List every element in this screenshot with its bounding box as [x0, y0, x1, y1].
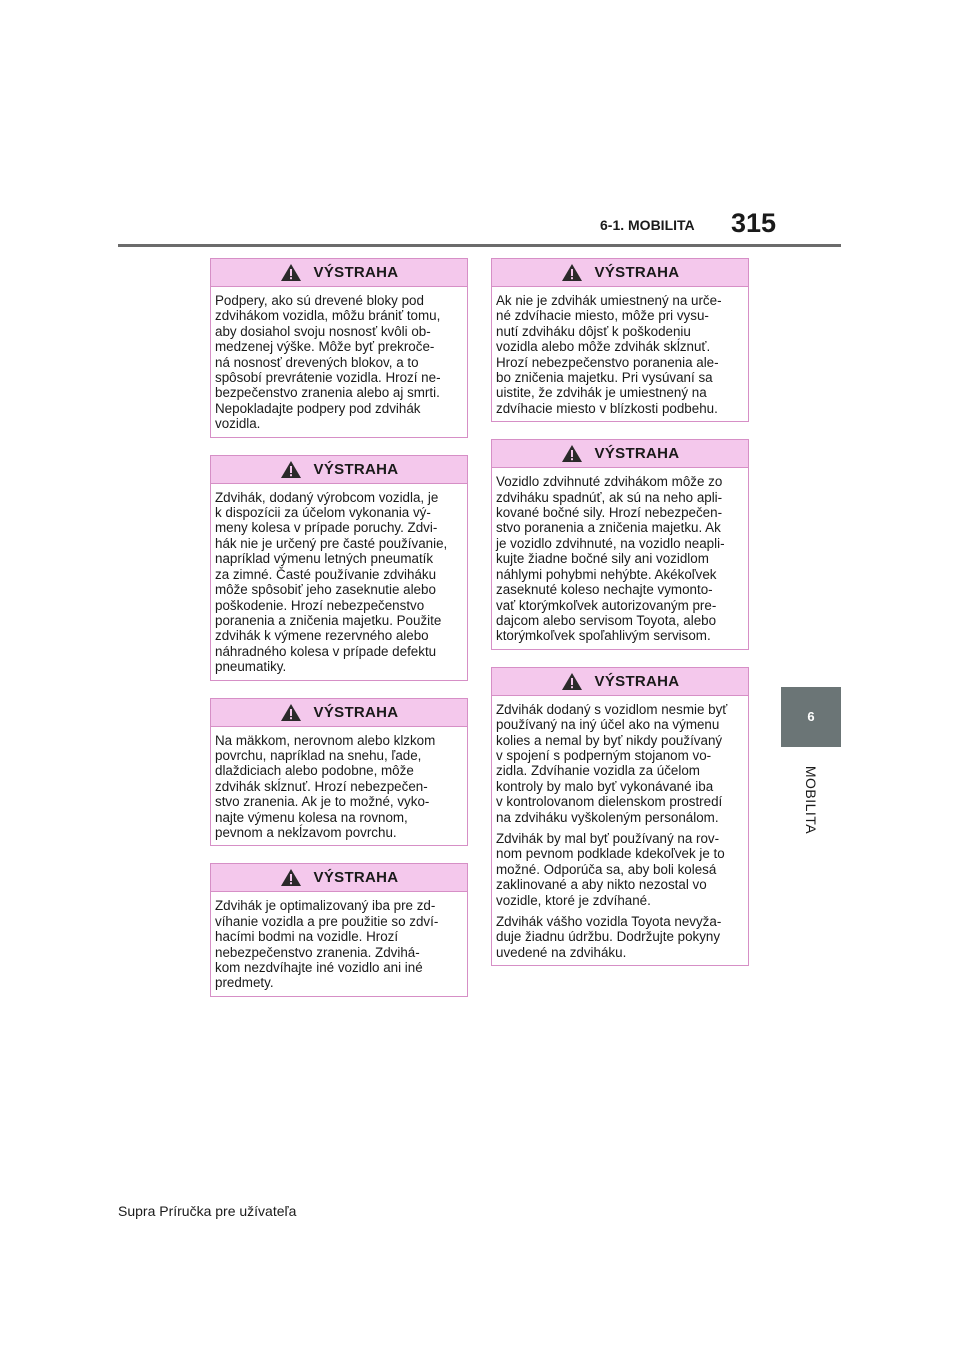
- warning-triangle-icon: [280, 263, 302, 282]
- section-title: 6-1. MOBILITA: [600, 217, 695, 233]
- warning-header: [211, 699, 467, 727]
- warning-paragraph: Podpery, ako sú drevené bloky pod zdvihákom vozidla, môžu brániť tomu, aby dosiahol svoju nosnosť kvôli ob- medzenej výške. Môže byť prekroče- ná nosnosť drevených blokov, a to spôsobí prevrátenie vozidla. Hrozí ne- bezpečenstvo zranenia alebo aj smrti. Nepokladajte podpery pod zdvihák vozidla.: [215, 293, 441, 432]
- warning-box: [491, 667, 749, 967]
- warning-header: [211, 456, 467, 484]
- right-column: [491, 258, 749, 983]
- warning-box: [491, 439, 749, 649]
- warning-header: [492, 259, 748, 287]
- warning-paragraph: Vozidlo zdvihnuté zdvihákom môže zo zdviháku spadnúť, ak sú na neho apli- kované bočné sily. Hrozí nebezpečen- stvo poranenia a zničenia majetku. Ak je vozidlo zdvihnuté, na vozidlo neapli- kujte žiadne bočné sily ani vozidlom náhlymi pohybmi nehýbte. Akékoľvek zaseknuté koleso nechajte vymonto- vať ktorýmkoľvek autorizovaným pre- dajcom alebo servisom Toyota, alebo ktorýmkoľvek spoľahlivým servisom.: [496, 474, 725, 644]
- warning-title: VÝSTRAHA: [594, 445, 680, 463]
- warning-body: [211, 484, 467, 680]
- warning-title: VÝSTRAHA: [594, 672, 680, 690]
- warning-paragraph: Na mäkkom, nerovnom alebo klzkom povrchu, napríklad na snehu, ľade, dlaždiciach alebo podobne, môže zdvihák skĺznuť. Hrozí nebezpečen- stvo zranenia. Ak je to možné, vyko- najte výmenu kolesa na rovnom, pevnom a nekĺzavom povrchu.: [215, 732, 436, 840]
- warning-title: VÝSTRAHA: [313, 264, 399, 281]
- warning-triangle-icon: [561, 263, 583, 282]
- warning-paragraph: Ak nie je zdvihák umiestnený na urče- né zdvíhacie miesto, môže pri vysu- nutí zdviháku dôjsť k poškodeniu vozidla alebo môže zdvihák skĺznuť. Hrozí nebezpečenstvo poranenia ale- bo zničenia majetku. Pri vysúvaní sa uistite, že zdvihák je umiestnený na zdvíhacie miesto v blízkosti podbehu.: [496, 293, 722, 416]
- warning-paragraph: Zdvihák by mal byť používaný na rov- nom pevnom podklade kdekoľvek je to možné. Odporúča sa, aby boli kolesá zaklinované a aby nikto nezostal vo vozidle, ktoré je zdvíhané.: [496, 830, 725, 908]
- chapter-tab-label: MOBILITA: [803, 765, 819, 835]
- warning-paragraph: Zdvihák je optimalizovaný iba pre zd- víhanie vozidla a pre použitie so zdví- hacími bodmi na vozidle. Hrozí nebezpečenstvo zranenia. Zdvihá- kom nezdvíhajte iné vozidlo ani iné predmety.: [215, 898, 439, 991]
- warning-paragraph: Zdvihák dodaný s vozidlom nesmie byť používaný na iný účel ako na výmenu kolies a nemal by byť nikdy používaný v spojení s podperným stojanom vo- zidla. Zdvíhanie vozidla za účelom kontroly by malo byť vykonávané iba v kontrolovanom dielenskom prostredí na zdviháku vyškoleným personálom.: [496, 701, 728, 825]
- warning-body: [211, 892, 467, 995]
- warning-title: VÝSTRAHA: [313, 703, 399, 721]
- warning-triangle-icon: [561, 672, 583, 691]
- chapter-tab[interactable]: 6: [781, 687, 841, 747]
- warning-header: [211, 259, 467, 287]
- page-number: 315: [731, 208, 777, 238]
- warning-header: [492, 668, 748, 696]
- warning-box: [210, 455, 468, 681]
- warning-body: [492, 287, 748, 421]
- warning-triangle-icon: [561, 444, 583, 463]
- footer-manual-title: Supra Príručka pre užívateľa: [118, 1203, 297, 1219]
- warning-header: [211, 864, 467, 892]
- warning-paragraph: Zdvihák vášho vozidla Toyota nevyža- duje žiadnu údržbu. Dodržujte pokyny uvedené na zdviháku.: [496, 914, 722, 960]
- warning-triangle-icon: [280, 703, 302, 722]
- warning-title: VÝSTRAHA: [313, 869, 399, 887]
- warning-body: [492, 468, 748, 648]
- warning-body: [211, 727, 467, 846]
- warning-body: [211, 287, 467, 437]
- warning-triangle-icon: [280, 460, 302, 479]
- header-divider: [118, 244, 841, 247]
- warning-title: VÝSTRAHA: [313, 460, 399, 478]
- warning-box: [210, 698, 468, 847]
- warning-box: [210, 258, 468, 438]
- warning-paragraph: Zdvihák, dodaný výrobcom vozidla, je k dispozícii za účelom vykonania vý- meny kolesa v prípade poruchy. Zdvi- hák nie je určený pre časté používanie, napríklad výmenu letných pneumatík za zimné. Časté používanie zdviháku môže spôsobiť jeho zaseknutie alebo poškodenie. Hrozí nebezpečenstvo poranenia a zničenia majetku. Použite zdvihák k výmene rezervného alebo náhradného kolesa v prípade defektu pneumatiky.: [215, 489, 448, 675]
- warning-triangle-icon: [280, 868, 302, 887]
- warning-body: [492, 696, 748, 966]
- warning-box: [210, 863, 468, 996]
- warning-box: [491, 258, 749, 422]
- warning-header: [492, 440, 748, 468]
- warning-title: VÝSTRAHA: [594, 264, 680, 281]
- left-column: [210, 258, 468, 1014]
